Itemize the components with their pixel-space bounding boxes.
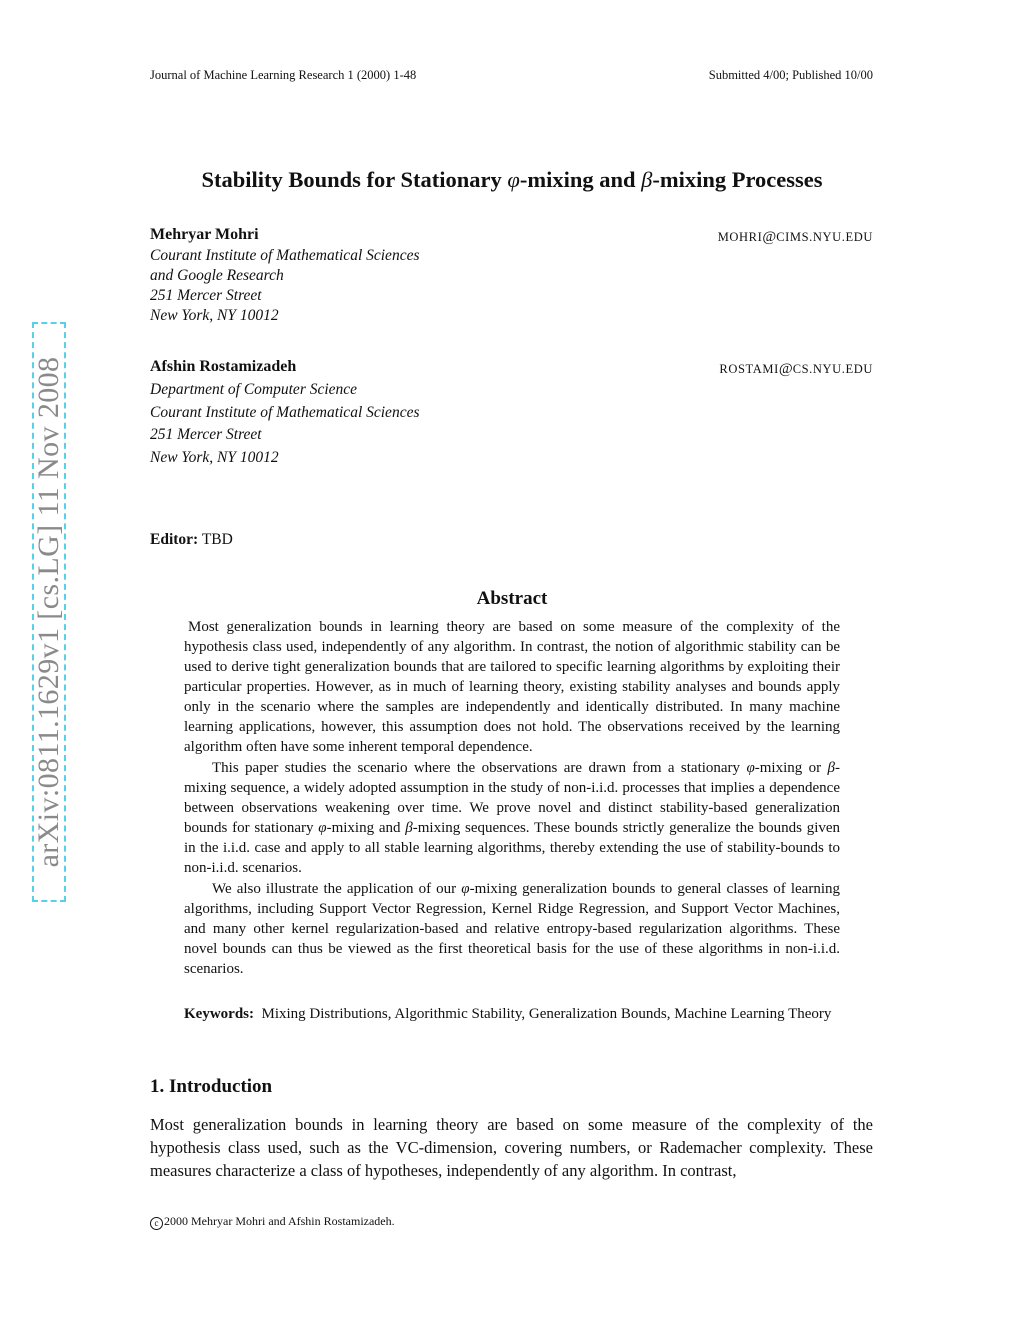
author-email[interactable]: MOHRI@CIMS.NYU.EDU — [717, 229, 873, 245]
journal-header: Journal of Machine Learning Research 1 (2000) 1-48 — [150, 68, 417, 82]
author-name: Mehryar Mohri — [150, 226, 259, 243]
paper-title: Stability Bounds for Stationary φ-mixing and β-mixing Processes — [201, 167, 823, 192]
keywords: Keywords: Mixing Distributions, Algorithmic Stability, Generalization Bounds, Machine Learning Theory — [184, 1006, 832, 1022]
introduction-body — [150, 1113, 873, 1182]
beta-symbol: β — [641, 167, 653, 192]
phi-symbol: φ — [507, 167, 520, 192]
abstract-paragraph: Most generalization bounds in learning theory are based on some measure of the complexity of the hypothesis class used, independently of any algorithm. In contrast, the notion of algorithmic stability can be used to derive tight generalization bounds that are tailored to specific learning algorithms by exploiting their particular properties. However, as in much of learning theory, existing stability analyses and bounds apply only in the scenario where the samples are independently and identically distributed. In many machine learning applications, however, this assumption does not hold. The observations received by the learning algorithm often have some inherent temporal dependence. — [184, 619, 840, 755]
editor-line: Editor: TBD — [150, 531, 233, 548]
abstract-paragraph: This paper studies the scenario where the observations are drawn from a stationary φ-mixing or β-mixing sequence, a widely adopted assumption in the study of non-i.i.d. processes that implies a dependence between observations weakening over time. We prove novel and distinct stability-based generalization bounds for stationary φ-mixing and β-mixing sequences. These bounds strictly generalize the bounds given in the i.i.d. case and apply to all stable learning algorithms, thereby extending the use of stability-bounds to non-i.i.d. scenarios. — [184, 760, 841, 876]
author-affiliation: Courant Institute of Mathematical Sciences and Google Research 251 Mercer Street New York, NY 10012 — [150, 247, 420, 324]
intro-paragraph: Most generalization bounds in learning theory are based on some measure of the complexity of the hypothesis class used, such as the VC-dimension, covering numbers, or Rademacher complexity. These measures characterize a class of hypotheses, independently of any algorithm. In contrast, — [150, 1115, 873, 1180]
arxiv-stamp[interactable] — [32, 322, 66, 902]
abstract-paragraph: We also illustrate the application of our φ-mixing generalization bounds to general classes of learning algorithms, including Support Vector Regression, Kernel Ridge Regression, and Support Vector Machines, and many other kernel regularization-based and relative entropy-based regularization algorithms. These novel bounds can thus be viewed as the first theoretical basis for the use of these algorithms in non-i.i.d. scenarios. — [184, 881, 840, 977]
author-email[interactable]: ROSTAMI@CS.NYU.EDU — [719, 361, 873, 377]
copyright-icon: c — [150, 1217, 163, 1230]
abstract-heading: Abstract — [476, 588, 548, 609]
arxiv-identifier: arXiv:0811.1629v1 [cs.LG] 11 Nov 2008 — [32, 356, 65, 868]
author-affiliation: Department of Computer Science Courant Institute of Mathematical Sciences 251 Mercer Street New York, NY 10012 — [150, 381, 420, 466]
section-heading: 1. Introduction — [150, 1076, 273, 1097]
submission-dates: Submitted 4/00; Published 10/00 — [708, 68, 873, 82]
author-name: Afshin Rostamizadeh — [150, 358, 297, 375]
copyright-footer: c 2000 Mehryar Mohri and Afshin Rostamizadeh. — [150, 1214, 395, 1230]
abstract-body — [184, 617, 840, 980]
